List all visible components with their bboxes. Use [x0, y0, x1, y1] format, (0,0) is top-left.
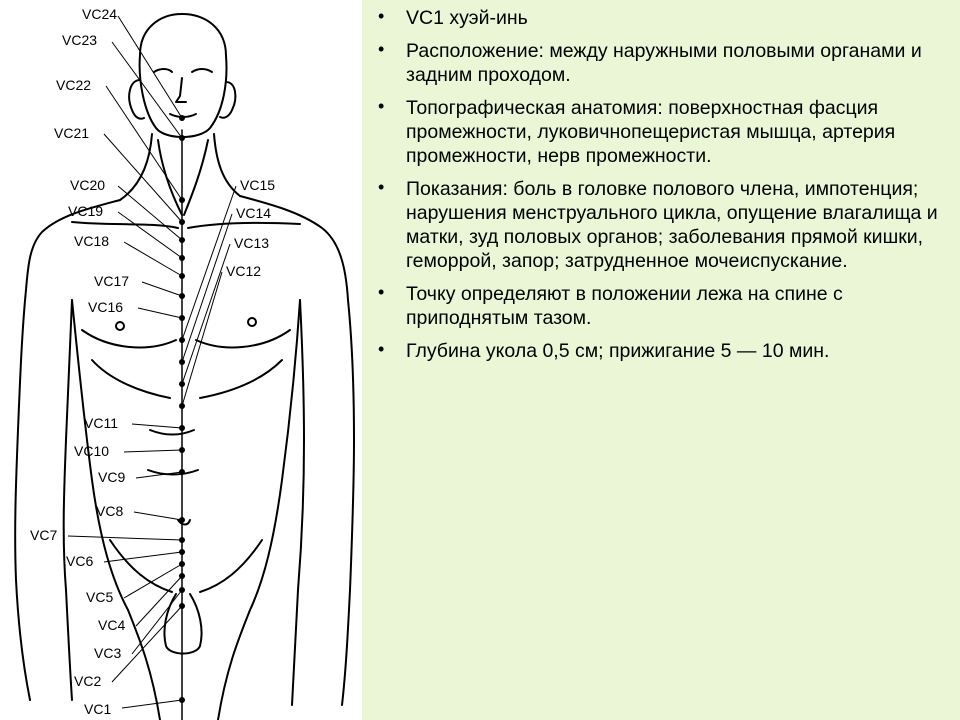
label-vc23: VC23: [62, 32, 98, 48]
leader-vc5: [124, 564, 182, 598]
leader-vc16: [138, 308, 182, 318]
bullet-symbol: •: [378, 339, 385, 359]
label-vc15: VC15: [240, 177, 276, 193]
leader-vc13: [182, 244, 230, 384]
pectoral-left: [82, 330, 176, 347]
label-vc19: VC19: [68, 203, 104, 219]
label-vc13: VC13: [234, 235, 270, 251]
bullet-item: [372, 282, 950, 330]
label-vc10: VC10: [74, 443, 110, 459]
item-position: Точку определяют в положении лежа на спине с приподнятым тазом.: [406, 283, 843, 329]
leader-vc19: [118, 212, 182, 258]
leader-vc6: [104, 552, 182, 562]
label-vc7: VC7: [30, 527, 58, 543]
anatomy-figure: [0, 0, 362, 720]
leader-vc23: [112, 42, 182, 138]
leader-vc12: [182, 272, 222, 406]
bullet-item: [372, 96, 950, 168]
left-arm-inner: [64, 300, 72, 700]
bullet-item: [372, 177, 950, 273]
left-arm-outer: [15, 290, 30, 700]
leader-vc7: [68, 536, 182, 540]
leader-vc18: [124, 242, 182, 276]
nipple-right: [248, 318, 256, 326]
bullet-list: [372, 6, 950, 363]
bullet-item: [372, 6, 950, 30]
right-arm-outer: [342, 300, 354, 705]
item-anatomy: Топографическая анатомия: поверхностная фасция промежности, луковичнопещеристая мышца, артерия промежности, нерв промежности.: [406, 97, 896, 167]
item-depth: Глубина укола 0,5 см; прижигание 5 — 10 мин.: [406, 340, 830, 362]
label-vc12: VC12: [226, 263, 262, 279]
leader-vc17: [142, 282, 182, 296]
label-vc2: VC2: [74, 673, 102, 689]
label-vc17: VC17: [94, 273, 130, 289]
ribs-right: [200, 360, 282, 398]
label-vc3: VC3: [94, 645, 122, 661]
bullet-item: [372, 339, 950, 363]
bullet-symbol: •: [378, 96, 385, 116]
label-vc16: VC16: [88, 299, 124, 315]
label-vc8: VC8: [96, 503, 124, 519]
nipple-left: [116, 322, 124, 330]
label-vc9: VC9: [98, 469, 126, 485]
neck-muscle-right: [184, 140, 208, 215]
label-vc21: VC21: [54, 125, 90, 141]
leader-vc24: [118, 16, 182, 118]
label-vc5: VC5: [86, 589, 114, 605]
label-vc1: VC1: [84, 701, 112, 717]
label-vc11: VC11: [84, 415, 118, 431]
label-vc18: VC18: [74, 233, 110, 249]
torso-right: [250, 300, 300, 610]
eyes: [154, 69, 212, 72]
body-outline-drawing: [0, 0, 362, 720]
pectoral-right: [196, 330, 290, 347]
label-vc6: VC6: [66, 553, 94, 569]
bullet-symbol: •: [378, 39, 385, 59]
label-vc14: VC14: [236, 205, 272, 221]
item-indications: Показания: боль в головке полового члена, импотенция; нарушения менструального цикла, опущение влагалища и матки, зуд половых органов; заболевания прямой кишки, геморрой, запор; затрудненное мочеиспускание.: [406, 178, 938, 272]
bullet-item: [372, 39, 950, 87]
abs-lines: [148, 430, 198, 475]
inguinal-right: [200, 540, 262, 592]
leader-vc10: [124, 450, 182, 452]
neck-muscle-left: [158, 140, 182, 215]
nose: [176, 78, 186, 102]
leader-vc14: [182, 214, 232, 362]
bullet-symbol: •: [378, 282, 385, 302]
groin-right: [218, 610, 250, 720]
leader-vc11: [132, 424, 182, 428]
inguinal-left: [110, 540, 172, 592]
neck-left: [120, 134, 152, 200]
bullet-symbol: •: [378, 177, 385, 197]
genitals: [164, 594, 201, 654]
leader-vc21: [104, 134, 182, 222]
ribs-left: [92, 360, 170, 398]
right-arm-inner: [292, 300, 304, 705]
leader-vc1: [122, 700, 182, 708]
label-vc4: VC4: [98, 617, 126, 633]
item-location: Расположение: между наружными половыми органами и задним проходом.: [406, 40, 922, 86]
label-vc20: VC20: [70, 177, 106, 193]
label-vc24: VC24: [82, 6, 118, 22]
item-title: VC1 хуэй-инь: [406, 7, 528, 29]
leader-vc8: [134, 512, 182, 520]
clavicles: [72, 222, 300, 228]
label-vc22: VC22: [56, 77, 92, 93]
bullet-symbol: •: [378, 6, 385, 26]
description-panel: [362, 0, 960, 720]
leader-vc4: [136, 576, 182, 626]
